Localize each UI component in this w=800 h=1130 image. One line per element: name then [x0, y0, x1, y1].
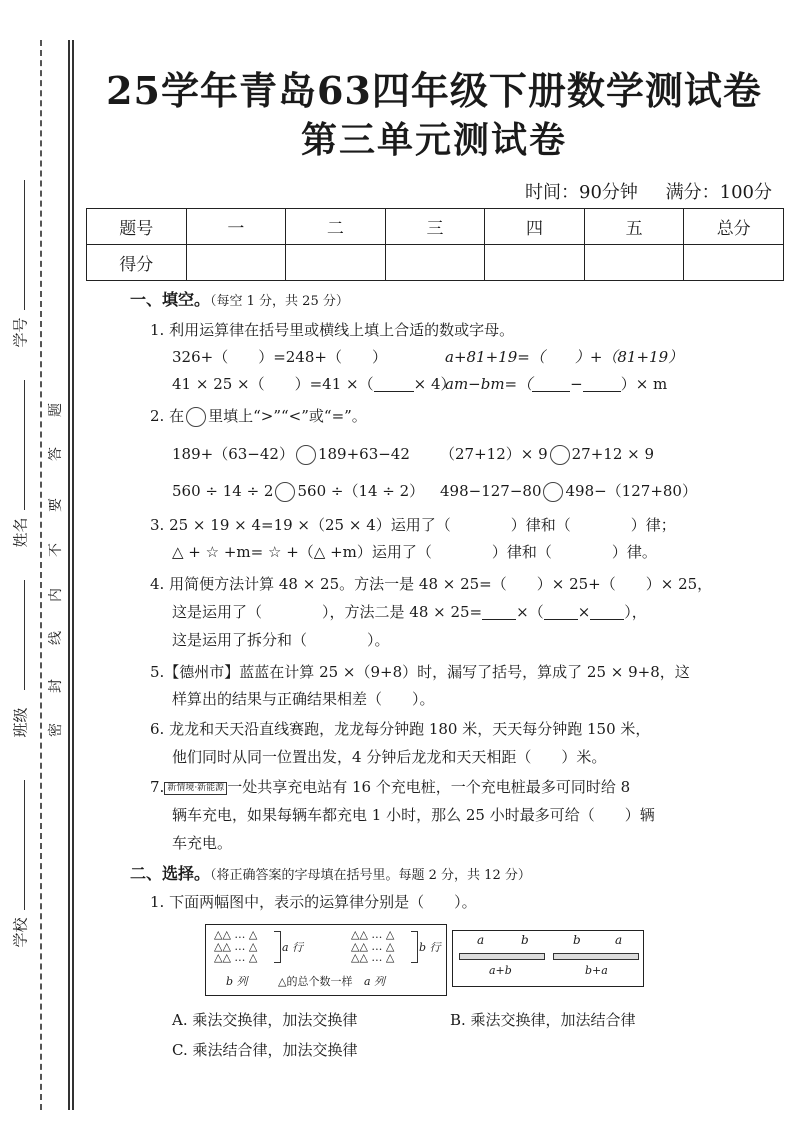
- option-a[interactable]: A. 乘法交换律，加法交换律: [172, 1011, 358, 1029]
- question-7b: 辆车充电，如果每辆车都充电 1 小时，那么 25 小时最多可给（ ）辆: [172, 806, 655, 824]
- section-note: （每空 1 分，共 25 分）: [210, 294, 349, 309]
- page-title: 25学年青岛63四年级下册数学测试卷: [106, 68, 762, 113]
- option-c[interactable]: C. 乘法结合律，加法交换律: [172, 1041, 358, 1059]
- score-cell: 四: [485, 209, 585, 245]
- score-input-cell[interactable]: [286, 245, 386, 281]
- q4b-text: ×（: [516, 603, 544, 621]
- binding-solid-line-2: [72, 40, 74, 1110]
- question-1a: 326+（ ）=248+（ ）: [172, 348, 387, 366]
- score-input-cell[interactable]: [485, 245, 585, 281]
- figure-caption: △的总个数一样: [278, 975, 353, 988]
- triangle-rows-left: [214, 929, 257, 964]
- triangle-row: △△ … △: [214, 939, 258, 953]
- q2-expr: 189+（63−42）: [172, 445, 294, 463]
- question-5a: 5.【德州市】蓝蓝在计算 25 ×（9+8）时，漏写了括号，算成了 25 × 9+8，这: [150, 663, 690, 681]
- score-cell: 二: [286, 209, 386, 245]
- seal-char: 要: [48, 498, 64, 512]
- score-cell: 一: [186, 209, 286, 245]
- row-label: a 行: [282, 941, 304, 954]
- question-2c: [172, 482, 424, 502]
- exam-full-score: 满分：100分: [665, 182, 772, 203]
- score-cell: 总分: [684, 209, 784, 245]
- class-line: [24, 580, 25, 690]
- col-label: a 列: [364, 975, 386, 988]
- compare-circle[interactable]: [275, 482, 295, 502]
- score-cell: 题号: [87, 209, 187, 245]
- question-5b: 样算出的结果与正确结果相差（ ）。: [172, 690, 435, 708]
- q4b-text: ），: [624, 603, 647, 621]
- segment-label: a+b: [489, 964, 512, 977]
- q7-number: 7.: [150, 778, 165, 796]
- score-input-cell[interactable]: [385, 245, 485, 281]
- score-table-header-row: [87, 209, 784, 245]
- segment-bar: [553, 953, 639, 960]
- section-title: 二、选择。: [130, 864, 211, 883]
- question-4a: 4. 用简便方法计算 48 × 25。方法一是 48 × 25=（ ）× 25+（ ）× 25，: [150, 575, 713, 593]
- brace: [411, 931, 418, 963]
- score-input-cell[interactable]: [684, 245, 784, 281]
- q1c-text: × 4）: [413, 375, 456, 393]
- question-1b: a+81+19=（ ）+（81+19）: [445, 348, 684, 366]
- segment-label: a: [477, 933, 485, 947]
- score-row-label: 得分: [87, 245, 187, 281]
- question-2b: [440, 445, 654, 465]
- question-1: 1. 利用运算律在括号里或横线上填上合适的数或字母。: [150, 321, 515, 339]
- q2-expr: 498−（127+80）: [565, 482, 697, 500]
- score-cell: 五: [584, 209, 684, 245]
- row-label: b 行: [419, 941, 441, 954]
- brace: [274, 931, 281, 963]
- col-label: b 列: [226, 975, 248, 988]
- seal-char: 密: [48, 723, 64, 737]
- score-cell: 三: [385, 209, 485, 245]
- triangle-row: △△ … △: [351, 928, 395, 941]
- q2-expr: 560 ÷（14 ÷ 2）: [297, 482, 425, 500]
- section-note: （将正确答案的字母填在括号里。每题 2 分，共 12 分）: [210, 868, 531, 883]
- binding-solid-line: [68, 40, 70, 1110]
- student-no-line: [24, 180, 25, 310]
- blank-line[interactable]: [583, 377, 621, 392]
- section-title: 一、填空。: [130, 290, 211, 309]
- context-tag: 新情境·新能源: [164, 782, 227, 795]
- q1d-text: ）× m: [620, 375, 668, 393]
- triangle-row: △△ … △: [214, 951, 258, 965]
- figure-triangle-grid: [205, 924, 447, 996]
- question-7c: 车充电。: [172, 834, 233, 852]
- segment-bar: [459, 953, 545, 960]
- question-2a: [172, 445, 410, 465]
- student-no-label: 学号: [11, 317, 30, 348]
- question-4c: 这是运用了拆分和（ ）。: [172, 631, 390, 649]
- question-4b: [172, 605, 647, 620]
- q2-expr: 498−127−80: [440, 482, 542, 500]
- question-3b: △ + ☆ +m= ☆ +（△ +m）运用了（ ）律和（ ）律。: [172, 543, 657, 561]
- q2-text: 2. 在: [150, 407, 185, 425]
- score-table-score-row: [87, 245, 784, 281]
- figure-segment-diagram: [452, 930, 644, 987]
- q2-expr: 27+12 × 9: [571, 445, 655, 463]
- compare-circle[interactable]: [550, 445, 570, 465]
- question-2: [150, 407, 367, 427]
- page-subtitle: 第三单元测试卷: [300, 119, 567, 161]
- q1d-text: am−bm=（: [445, 375, 533, 393]
- blank-line[interactable]: [590, 605, 624, 620]
- question-1c: [172, 377, 456, 392]
- q2-text: 里填上“>”“<”或“=”。: [208, 407, 367, 425]
- school-label: 学校: [11, 917, 30, 948]
- blank-line[interactable]: [374, 377, 414, 392]
- seal-char: 答: [48, 447, 64, 461]
- question-6a: 6. 龙龙和天天沿直线赛跑，龙龙每分钟跑 180 米，天天每分钟跑 150 米，: [150, 720, 651, 738]
- segment-label: a: [615, 933, 623, 947]
- triangle-row: △△ … △: [351, 939, 395, 953]
- question-7a: [150, 780, 630, 795]
- seal-char: 封: [48, 679, 64, 693]
- q7-text: 一处共享充电站有 16 个充电桩，一个充电桩最多可同时给 8: [227, 778, 631, 796]
- q1c-text: 41 × 25 ×（ ）=41 ×（: [172, 375, 374, 393]
- binding-dashed-line: [40, 40, 42, 1110]
- score-input-cell[interactable]: [186, 245, 286, 281]
- q2-expr: 560 ÷ 14 ÷ 2: [172, 482, 274, 500]
- question-2d: [440, 482, 697, 502]
- compare-circle[interactable]: [543, 482, 563, 502]
- school-line: [24, 780, 25, 910]
- seal-char: 不: [48, 543, 64, 557]
- score-table: [86, 208, 784, 281]
- segment-label: b: [521, 933, 529, 947]
- section2-heading: [130, 866, 531, 882]
- q2-expr: 189+63−42: [317, 445, 410, 463]
- q4b-text: ×: [577, 603, 591, 621]
- circle-icon: [186, 407, 206, 427]
- question-1d: [445, 377, 667, 392]
- option-b[interactable]: B. 乘法交换律，加法结合律: [450, 1011, 636, 1029]
- q1d-text: −: [570, 375, 583, 393]
- seal-char: 内: [48, 588, 64, 602]
- exam-time: 时间：90分钟: [525, 182, 638, 203]
- triangle-row: △△ … △: [214, 928, 258, 941]
- question-6b: 他们同时从同一位置出发，4 分钟后龙龙和天天相距（ ）米。: [172, 748, 607, 766]
- segment-label: b+a: [585, 964, 608, 977]
- q4b-text: 这是运用了（ ），方法二是 48 × 25=: [172, 603, 483, 621]
- seal-char: 线: [48, 631, 64, 645]
- triangle-rows-right: [351, 929, 394, 964]
- class-label: 班级: [11, 707, 30, 738]
- blank-line[interactable]: [544, 605, 578, 620]
- exam-meta: [503, 178, 772, 204]
- question-3a: 3. 25 × 19 × 4=19 ×（25 × 4）运用了（ ）律和（ ）律；: [150, 516, 676, 534]
- name-line: [24, 380, 25, 510]
- seal-char: 题: [48, 403, 64, 417]
- blank-line[interactable]: [482, 605, 516, 620]
- segment-label: b: [573, 933, 581, 947]
- score-input-cell[interactable]: [584, 245, 684, 281]
- triangle-row: △△ … △: [351, 951, 395, 965]
- compare-circle[interactable]: [296, 445, 316, 465]
- q2-expr: （27+12）× 9: [440, 445, 548, 463]
- section1-heading: [130, 292, 349, 308]
- choice-question-1: 1. 下面两幅图中，表示的运算律分别是（ ）。: [150, 893, 477, 911]
- name-label: 姓名: [11, 517, 30, 548]
- blank-line[interactable]: [532, 377, 570, 392]
